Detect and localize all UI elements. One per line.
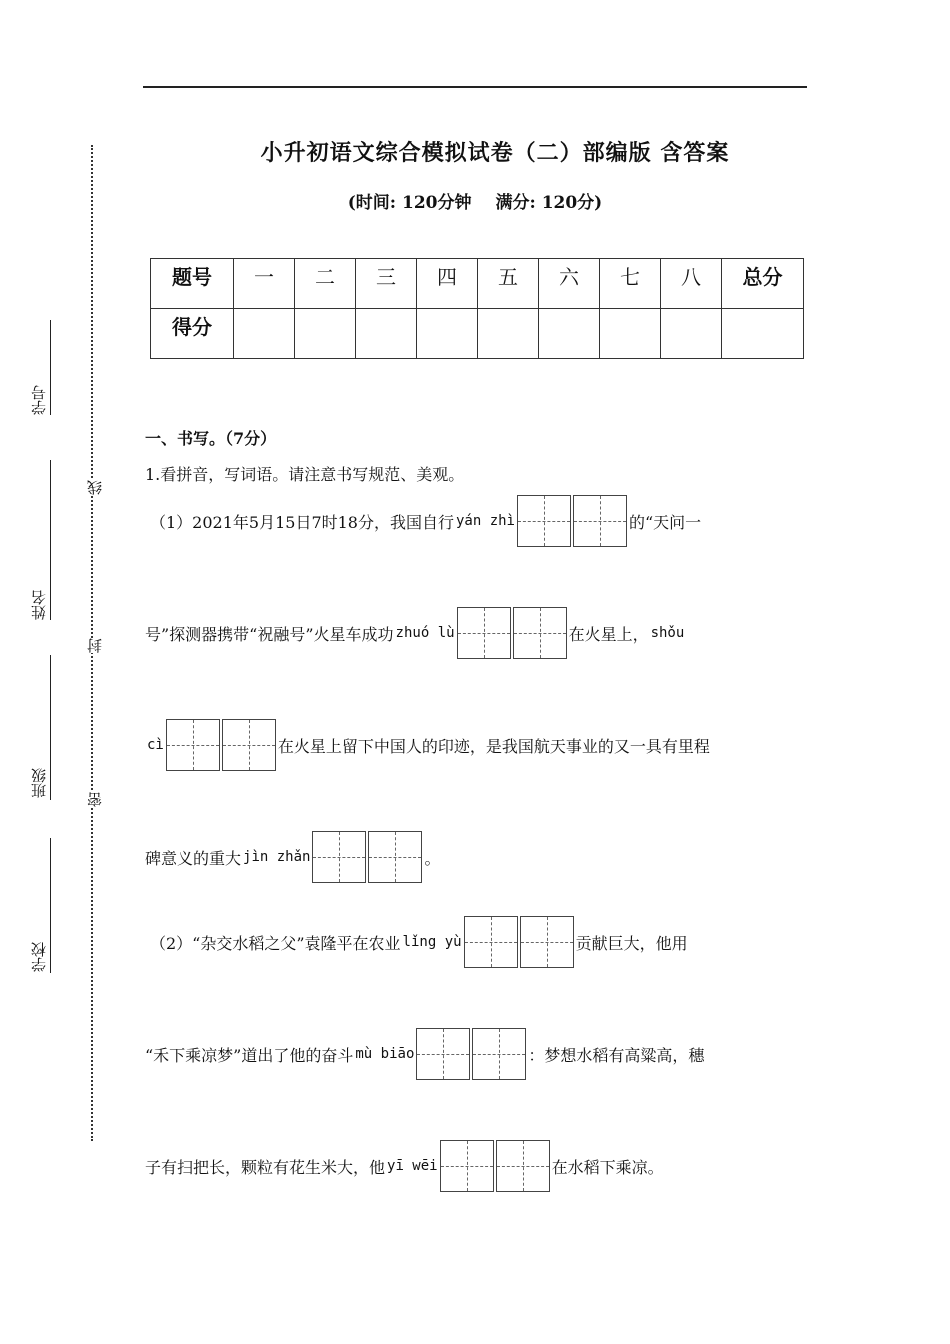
seal-feng: 封 xyxy=(86,638,104,653)
time-info: (时间: 120分钟 xyxy=(347,193,472,213)
writing-cell[interactable] xyxy=(416,1028,470,1080)
pinyin: mù biāo xyxy=(355,1046,415,1062)
score-cell[interactable] xyxy=(234,309,295,359)
header-cell-8: 八 xyxy=(661,259,722,309)
school-label: 学校 xyxy=(30,942,48,972)
line-text: 的“天问一 xyxy=(629,512,702,532)
pinyin: shǒu xyxy=(650,625,685,641)
top-rule xyxy=(143,86,807,88)
text-line-1 xyxy=(150,495,701,547)
score-cell[interactable] xyxy=(417,309,478,359)
writing-cell[interactable] xyxy=(222,719,276,771)
class-label: 班级 xyxy=(30,768,48,798)
line-text: ：梦想水稻有高粱高，穗 xyxy=(528,1045,705,1065)
text-line-4 xyxy=(145,831,440,883)
line-text: 碑意义的重大 xyxy=(145,848,242,868)
header-cell-total: 总分 xyxy=(722,259,804,309)
header-cell-4: 四 xyxy=(417,259,478,309)
text-line-5 xyxy=(150,916,688,968)
writing-cell[interactable] xyxy=(520,916,574,968)
writing-cell[interactable] xyxy=(472,1028,526,1080)
score-info: 满分: 120分) xyxy=(495,193,603,213)
seal-xian: 线 xyxy=(86,480,104,495)
line-text: 贡献巨大，他用 xyxy=(575,933,688,953)
text-line-6 xyxy=(145,1028,704,1080)
line-text: 号”探测器携带“祝融号”火星车成功 xyxy=(145,624,394,644)
writing-cell[interactable] xyxy=(312,831,366,883)
score-cell[interactable] xyxy=(539,309,600,359)
score-cell[interactable] xyxy=(478,309,539,359)
school-blank[interactable] xyxy=(50,838,51,973)
score-table-header-row xyxy=(151,259,804,309)
score-cell-total[interactable] xyxy=(722,309,804,359)
header-cell-6: 六 xyxy=(539,259,600,309)
page-subtitle xyxy=(0,188,950,213)
score-cell[interactable] xyxy=(356,309,417,359)
score-cell[interactable] xyxy=(600,309,661,359)
pinyin: cì xyxy=(147,737,164,753)
writing-cell[interactable] xyxy=(517,495,571,547)
line-text: 在火星上留下中国人的印迹，是我国航天事业的又一具有里程 xyxy=(277,736,710,756)
class-blank[interactable] xyxy=(50,655,51,800)
pinyin: yán zhì xyxy=(455,513,515,529)
writing-cell[interactable] xyxy=(513,607,567,659)
header-cell-5: 五 xyxy=(478,259,539,309)
score-cell[interactable] xyxy=(295,309,356,359)
text-line-3 xyxy=(145,719,710,771)
header-cell-1: 一 xyxy=(234,259,295,309)
line-text: 在火星上， xyxy=(568,624,649,644)
row-label-defen: 得分 xyxy=(151,309,234,359)
score-table-score-row xyxy=(151,309,804,359)
page-title: 小升初语文综合模拟试卷（二）部编版 含答案 xyxy=(260,141,730,166)
student-id-label: 学号 xyxy=(30,385,48,415)
line-text: （2）“杂交水稻之父”袁隆平在农业 xyxy=(150,933,401,953)
writing-cell[interactable] xyxy=(368,831,422,883)
header-cell-tihao: 题号 xyxy=(151,259,234,309)
writing-cell[interactable] xyxy=(166,719,220,771)
score-cell[interactable] xyxy=(661,309,722,359)
writing-cell[interactable] xyxy=(496,1140,550,1192)
writing-cell[interactable] xyxy=(573,495,627,547)
pinyin: yī wēi xyxy=(387,1158,438,1174)
name-label: 姓名 xyxy=(30,590,48,620)
score-table xyxy=(150,258,804,359)
line-text: 在水稻下乘凉。 xyxy=(551,1157,664,1177)
section-1-heading: 一、书写。（7分） xyxy=(145,429,277,448)
header-cell-3: 三 xyxy=(356,259,417,309)
text-line-2 xyxy=(145,607,686,659)
line-text: （1）2021年5月15日7时18分，我国自行 xyxy=(150,512,454,532)
seal-mi: 密 xyxy=(86,792,104,807)
student-id-blank[interactable] xyxy=(50,320,51,415)
header-cell-2: 二 xyxy=(295,259,356,309)
writing-cell[interactable] xyxy=(457,607,511,659)
line-text: 子有扫把长，颗粒有花生米大，他 xyxy=(145,1157,386,1177)
name-blank[interactable] xyxy=(50,460,51,620)
pinyin: zhuó lù xyxy=(395,625,455,641)
writing-cell[interactable] xyxy=(440,1140,494,1192)
line-text: 。 xyxy=(424,848,441,868)
question-1-instruction: 1.看拼音，写词语。请注意书写规范、美观。 xyxy=(145,465,465,484)
text-line-7 xyxy=(145,1140,664,1192)
line-text: “禾下乘凉梦”道出了他的奋斗 xyxy=(145,1045,354,1065)
header-cell-7: 七 xyxy=(600,259,661,309)
writing-cell[interactable] xyxy=(464,916,518,968)
pinyin: lǐng yù xyxy=(402,934,462,950)
pinyin: jìn zhǎn xyxy=(243,849,311,865)
